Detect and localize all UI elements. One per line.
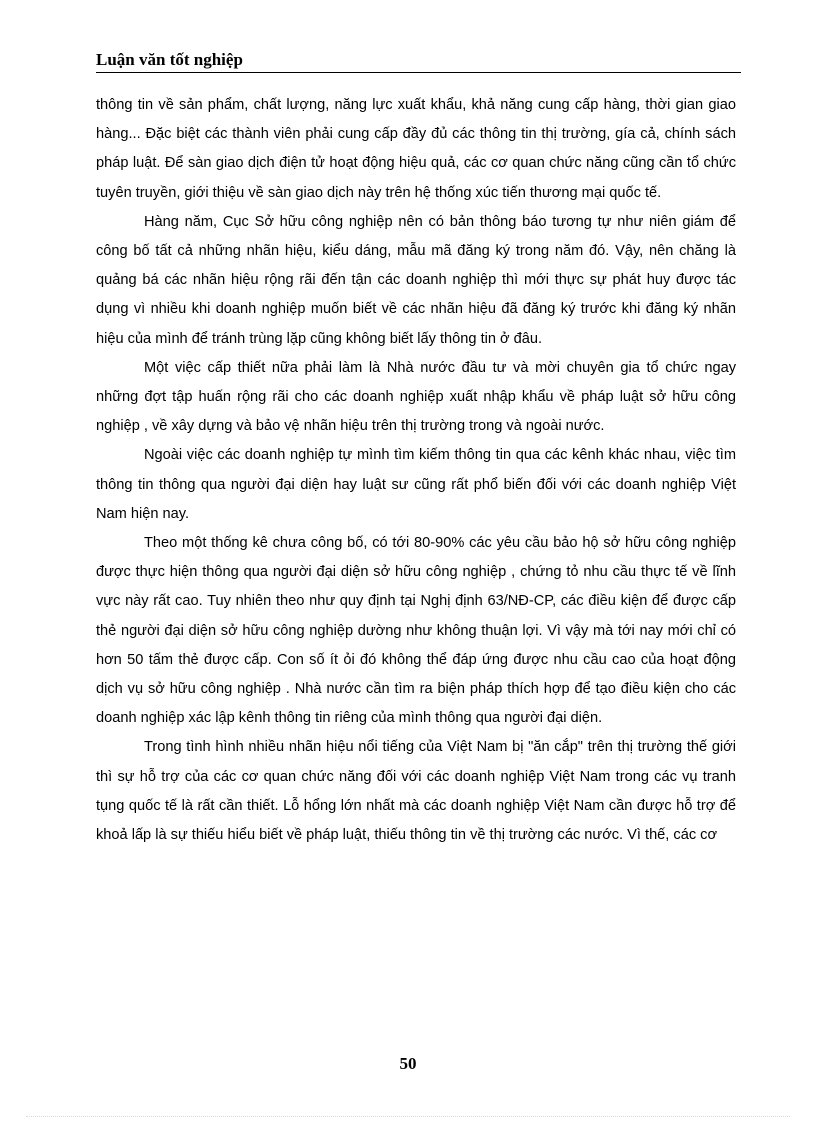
paragraph-representatives: Ngoài việc các doanh nghiệp tự mình tìm kiếm thông tin qua các kênh khác nhau, việc tìm thông tin thông qua người đại diện hay luật sư cũng rất phổ biến đối với các doanh nghiệp Việt Nam hiện nay. xyxy=(96,447,736,522)
paragraph-continuation: thông tin về sản phẩm, chất lượng, năng lực xuất khẩu, khả năng cung cấp hàng, thời gian giao hàng... Đặc biệt các thành viên phải cung cấp đầy đủ các thông tin thị trường, gía cả, chính sách pháp luật. Để sàn giao dịch điện tử hoạt động hiệu quả, các cơ quan chức năng cũng cần tổ chức tuyên truyền, giới thiệu về sàn giao dịch này trên hệ thống xúc tiến thương mại quốc tế. xyxy=(96,97,736,201)
paragraph-international-support: Trong tình hình nhiều nhãn hiệu nổi tiếng của Việt Nam bị "ăn cắp" trên thị trường thế giới thì sự hỗ trợ của các cơ quan chức năng đối với các doanh nghiệp Việt Nam trong các vụ tranh tụng quốc tế là rất cần thiết. Lỗ hổng lớn nhất mà các doanh nghiệp Việt Nam cần được hỗ trợ để khoả lấp là sự thiếu hiểu biết về pháp luật, thiếu thông tin về thị trường các nước. Vì thế, các cơ xyxy=(96,739,736,844)
footer-dotted-border xyxy=(26,1116,790,1117)
paragraph-statistics: Theo một thống kê chưa công bố, có tới 80-90% các yêu cầu bảo hộ sở hữu công nghiệp được thực hiện thông qua người đại diện sở hữu công nghiệp , chứng tỏ nhu cầu thực tế về lĩnh vực này rất cao. Tuy nhiên theo như quy định tại Nghị định 63/NĐ-CP, các điều kiện để được cấp thẻ người đại diện sở hữu công nghiệp dường như không thuận lợi. Vì vậy mà tới nay mới chỉ có hơn 50 tấm thẻ được cấp. Con số ít ỏi đó không thể đáp ứng được nhu cầu cao của hoạt động dịch vụ sở hữu công nghiệp . Nhà nước cần tìm ra biện pháp thích hợp để tạo điều kiện cho các doanh nghiệp xác lập kênh thông tin riêng của mình thông qua người đại diện. xyxy=(96,535,736,727)
document-body xyxy=(96,91,736,850)
paragraph-annual-publication: Hàng năm, Cục Sở hữu công nghiệp nên có bản thông báo tương tự như niên giám để công bố tất cả những nhãn hiệu, kiểu dáng, mẫu mã đăng ký trong năm đó. Vậy, nên chăng là quảng bá các nhãn hiệu rộng rãi đến tận các doanh nghiệp thì mới thực sự phát huy được tác dụng vì nhiều khi doanh nghiệp muốn biết về các nhãn hiệu đã đăng ký trước khi đăng ký nhãn hiệu của mình để tránh trùng lặp cũng không biết lấy thông tin ở đâu. xyxy=(96,213,736,347)
paragraph-training: Một việc cấp thiết nữa phải làm là Nhà nước đầu tư và mời chuyên gia tổ chức ngay những đợt tập huấn rộng rãi cho các doanh nghiệp xuất nhập khẩu về pháp luật sở hữu công nghiệp , về xây dựng và bảo vệ nhãn hiệu trên thị trường trong và ngoài nước. xyxy=(96,359,736,435)
page-number: 50 xyxy=(399,1054,417,1073)
page-header-title: Luận văn tốt nghiệp xyxy=(96,50,243,69)
header-divider xyxy=(96,72,741,73)
